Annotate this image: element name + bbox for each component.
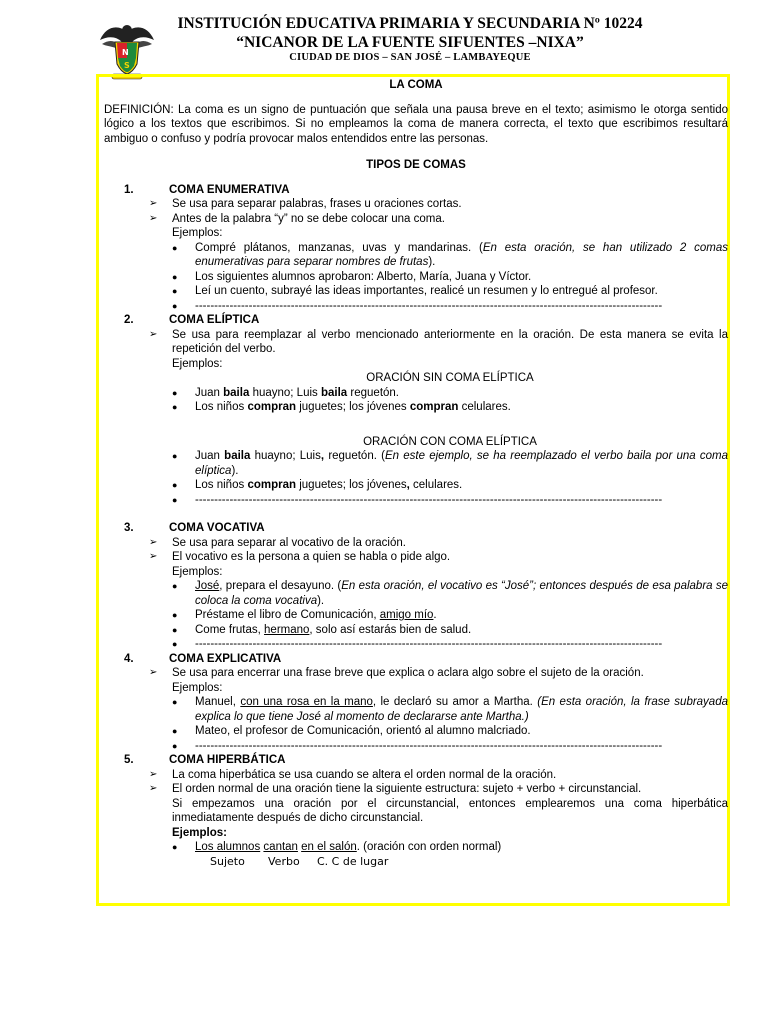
round-bullet-icon: ● — [172, 581, 178, 591]
round-bullet-icon: ● — [172, 387, 178, 398]
page-title: LA COMA — [389, 79, 443, 91]
round-bullet-icon: ● — [172, 610, 178, 620]
round-bullet-icon: ● — [172, 286, 178, 296]
example-item: ● José, prepara el desayuno. (En esta oración, el vocativo es “José”; entonces después de esa palabra se coloca la coma vocativa). — [172, 580, 728, 607]
example-item: ● Los niños compran juguetes; los jóvenes compran celulares. — [172, 401, 511, 413]
example-item: ● Mateo, el profesor de Comunicación, orientó al alumno malcriado. — [172, 725, 531, 737]
examples-label: Ejemplos: — [172, 357, 223, 370]
arrow-bullet-icon: ➢ — [149, 667, 158, 678]
definition-paragraph: DEFINICIÓN: La coma es un signo de puntuación que señala una pausa breve en el texto; asimismo le otorga sentido lógico a los textos que escribimos. Si no empleamos la coma de manera correcta, el texto que escribimos resultará ambiguo o confuso y podría provocar malos entendidos entre las personas. — [104, 103, 728, 145]
examples-label: Ejemplos: — [172, 565, 223, 578]
example-item: ● Los siguientes alumnos aprobaron: Alberto, María, Juana y Víctor. — [172, 270, 532, 283]
section-heading-explicativa: 4. COMA EXPLICATIVA — [124, 652, 282, 665]
round-bullet-icon: ● — [172, 697, 178, 707]
round-bullet-icon: ● — [172, 300, 178, 311]
rule-item: ➢ El orden normal de una oración tiene la siguiente estructura: sujeto + verbo + circunstancial. — [149, 783, 642, 795]
school-location: CIUDAD DE DIOS – SAN JOSÉ – LAMBAYEQUE — [289, 52, 531, 63]
example-item: ● Come frutas, hermano, solo así estarás bien de salud. — [172, 623, 472, 636]
rule-item: ➢ Se usa para reemplazar al verbo mencionado anteriormente en la oración. De esta manera se evita la repetición del verbo. — [149, 328, 728, 355]
document-body — [104, 76, 728, 871]
round-bullet-icon: ● — [172, 242, 178, 253]
section-heading-hiperbatica: 5. COMA HIPERBÁTICA — [124, 754, 286, 766]
grammar-labels — [104, 855, 728, 871]
example-item: ● Juan baila huayno; Luis baila reguetón. — [172, 386, 400, 399]
example-item: ● Los alumnos cantan en el salón. (oración con orden normal) — [172, 841, 502, 853]
rule-paragraph: Si empezamos una oración por el circunstancial, entonces emplearemos una coma hiperbática inmediatamente después de dicho circunstancial. — [172, 797, 728, 824]
round-bullet-icon: ● — [172, 842, 178, 852]
examples-label: Ejemplos: — [172, 826, 227, 839]
round-bullet-icon: ● — [172, 271, 178, 282]
arrow-bullet-icon: ➢ — [149, 536, 158, 548]
rule-item: ➢ El vocativo es la persona a quien se habla o pide algo. — [149, 551, 451, 563]
rule-item: ➢ Se usa para separar al vocativo de la oración. — [149, 536, 406, 549]
school-name: INSTITUCIÓN EDUCATIVA PRIMARIA Y SECUNDARIA Nº 10224 — [177, 15, 643, 32]
example-item: ● Los niños compran juguetes; los jóvenes, celulares. — [172, 479, 463, 491]
arrow-bullet-icon: ➢ — [149, 198, 158, 209]
round-bullet-icon: ● — [172, 639, 178, 649]
blank-example-line: ● -------------------------------------------------------------------------------------------------------------------------- — [172, 739, 663, 752]
school-crest-logo — [96, 18, 158, 80]
subheading-sin-coma: ORACIÓN SIN COMA ELÍPTICA — [366, 372, 534, 384]
arrow-bullet-icon: ➢ — [149, 212, 158, 224]
logo-letter-n: N — [122, 48, 129, 57]
rule-item: ➢ Antes de la palabra “y” no se debe colocar una coma. — [149, 212, 445, 225]
round-bullet-icon: ● — [172, 624, 178, 635]
arrow-bullet-icon: ➢ — [149, 768, 158, 780]
arrow-bullet-icon: ➢ — [149, 783, 158, 794]
round-bullet-icon: ● — [172, 740, 178, 751]
label-sujeto: Sujeto — [210, 854, 245, 868]
example-item: ● Préstame el libro de Comunicación, amigo mío. — [172, 609, 437, 621]
example-item: ● Juan baila huayno; Luis, reguetón. (En este ejemplo, se ha reemplazado el verbo baila por una coma elíptica). — [172, 450, 729, 477]
subheading-con-coma: ORACIÓN CON COMA ELÍPTICA — [363, 435, 537, 448]
logo-letter-s: S — [124, 61, 130, 70]
example-item: ● Leí un cuento, subrayé las ideas importantes, realicé un resumen y lo entregué al profesor. — [172, 285, 658, 297]
round-bullet-icon: ● — [172, 726, 178, 736]
round-bullet-icon: ● — [172, 494, 178, 505]
document-header — [0, 14, 768, 76]
arrow-bullet-icon: ➢ — [149, 551, 158, 562]
arrow-bullet-icon: ➢ — [149, 328, 158, 340]
blank-example-line: ● -------------------------------------------------------------------------------------------------------------------------- — [172, 493, 663, 506]
example-item: ● Manuel, con una rosa en la mano, le declaró su amor a Martha. (En esta oración, la frase subrayada explica lo que tiene José al momento de declararse ante Martha.) — [172, 696, 728, 723]
example-item: ● Compré plátanos, manzanas, uvas y mandarinas. (En esta oración, se han utilizado 2 comas enumerativas para separar nombres de frutas). — [172, 241, 729, 268]
rule-item: ➢ La coma hiperbática se usa cuando se altera el orden normal de la oración. — [149, 768, 557, 781]
school-nickname: “NICANOR DE LA FUENTE SIFUENTES –NIXA” — [236, 34, 584, 51]
examples-label: Ejemplos: — [172, 227, 223, 239]
section-heading-enumerativa: 1. COMA ENUMERATIVA — [124, 183, 290, 196]
round-bullet-icon: ● — [172, 480, 178, 490]
rule-item: ➢ Se usa para encerrar una frase breve que explica o aclara algo sobre el sujeto de la oración. — [149, 667, 644, 679]
label-verbo: Verbo — [268, 854, 300, 868]
section-heading-vocativa: 3. COMA VOCATIVA — [124, 522, 265, 534]
round-bullet-icon: ● — [172, 402, 178, 412]
rule-item: ➢ Se usa para separar palabras, frases u oraciones cortas. — [149, 198, 462, 210]
label-cc-lugar: C. C de lugar — [317, 854, 389, 868]
section-heading-eliptica: 2. COMA ELÍPTICA — [124, 314, 260, 326]
round-bullet-icon: ● — [172, 451, 178, 461]
blank-example-line: ● -------------------------------------------------------------------------------------------------------------------------- — [172, 638, 663, 650]
blank-example-line: ● -------------------------------------------------------------------------------------------------------------------------- — [172, 299, 663, 312]
section-subtitle: TIPOS DE COMAS — [366, 159, 466, 171]
examples-label: Ejemplos: — [172, 681, 223, 694]
